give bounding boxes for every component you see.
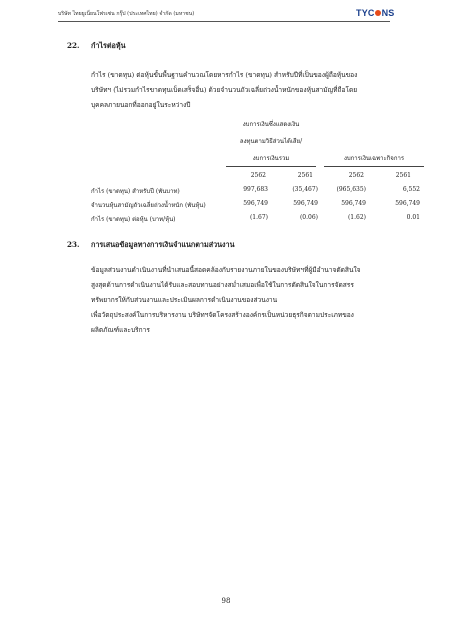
table-cell: 596,749 bbox=[243, 200, 268, 207]
table-group1-underline bbox=[226, 166, 316, 167]
section-22-title: กำไรต่อหุ้น bbox=[91, 41, 126, 50]
header-company-name: บริษัท ไทยยูเนี่ยนโฟรเซ่น กรุ๊ป (ประเทศไทย) จำกัด (มหาชน) bbox=[58, 11, 195, 17]
table-group1-heading-line: งบการเงินซึ่งแสดงเงิน bbox=[242, 121, 300, 128]
table-cell: (0.06) bbox=[299, 214, 318, 221]
section-23-paragraph-line: ทรัพยากรให้กับส่วนงานและประเมินผลการดำเนินงานของส่วนงาน bbox=[91, 296, 278, 304]
table-cell: (1.67) bbox=[249, 214, 268, 221]
table-year-header: 2562 bbox=[348, 172, 364, 179]
table-year-header: 2562 bbox=[250, 172, 266, 179]
company-logo: TYC NS bbox=[356, 8, 395, 18]
section-23-paragraph-line: เพื่อวัตถุประสงค์ในการบริหารงาน บริษัทฯจัดโครงสร้างองค์กรเป็นหน่วยธุรกิจตามประเภทของ bbox=[91, 311, 354, 319]
table-cell: 596,749 bbox=[341, 200, 366, 207]
logo-dot-icon bbox=[375, 10, 381, 16]
section-22-paragraph-line: กำไร (ขาดทุน) ต่อหุ้นขั้นพื้นฐานคำนวณโดยหารกำไร (ขาดทุน) สำหรับปีที่เป็นของผู้ถือหุ้นของ bbox=[91, 71, 358, 79]
section-23-number: 23. bbox=[67, 240, 80, 249]
section-22-paragraph-line: บริษัทฯ (ไม่รวมกำไรขาดทุนเบ็ดเสร็จอื่น) ด้วยจำนวนถัวเฉลี่ยถ่วงน้ำหนักของหุ้นสามัญที่ถือโดย bbox=[91, 86, 358, 94]
section-23-paragraph-line: สูงสุดด้านการดำเนินงานได้รับและสอบทานอย่างสม่ำเสมอเพื่อใช้ในการตัดสินใจในการจัดสรร bbox=[91, 281, 354, 289]
section-23-title: การเสนอข้อมูลทางการเงินจำแนกตามส่วนงาน bbox=[91, 240, 235, 249]
table-row-label: จำนวนหุ้นสามัญถัวเฉลี่ยถ่วงน้ำหนัก (พันหุ้น) bbox=[91, 202, 206, 209]
table-cell: (1.62) bbox=[347, 214, 366, 221]
header-divider bbox=[58, 21, 390, 22]
table-year-header: 2561 bbox=[297, 172, 313, 179]
table-row-label: กำไร (ขาดทุน) สำหรับปี (พันบาท) bbox=[91, 188, 180, 195]
table-group1-heading-line: ลงทุนตามวิธีส่วนได้เสีย/ bbox=[239, 138, 303, 145]
page-number: 98 bbox=[221, 597, 231, 605]
table-cell: 596,749 bbox=[395, 200, 420, 207]
table-group2-heading: งบการเงินเฉพาะกิจการ bbox=[343, 155, 405, 162]
section-22-number: 22. bbox=[67, 41, 80, 50]
table-cell: 997,683 bbox=[243, 186, 268, 193]
table-cell: (965,635) bbox=[336, 186, 366, 193]
table-group1-heading-line: งบการเงินรวม bbox=[252, 155, 290, 162]
table-group2-underline bbox=[324, 166, 424, 167]
section-22-paragraph-line: บุคคลภายนอกที่ออกอยู่ในระหว่างปี bbox=[91, 101, 191, 109]
table-cell: 596,749 bbox=[293, 200, 318, 207]
table-cell: 6,552 bbox=[402, 186, 420, 193]
table-cell: 0.01 bbox=[406, 214, 420, 221]
section-23-paragraph-line: ข้อมูลส่วนงานดำเนินงานที่นำเสนอนี้สอดคล้องกับรายงานภายในของบริษัทฯที่ผู้มีอำนาจตัดสินใจ bbox=[91, 266, 361, 274]
table-year-header: 2561 bbox=[395, 172, 411, 179]
table-cell: (35,467) bbox=[292, 186, 318, 193]
table-row-label: กำไร (ขาดทุน) ต่อหุ้น (บาท/หุ้น) bbox=[91, 216, 176, 223]
section-23-paragraph-line: ผลิตภัณฑ์และบริการ bbox=[91, 326, 150, 334]
